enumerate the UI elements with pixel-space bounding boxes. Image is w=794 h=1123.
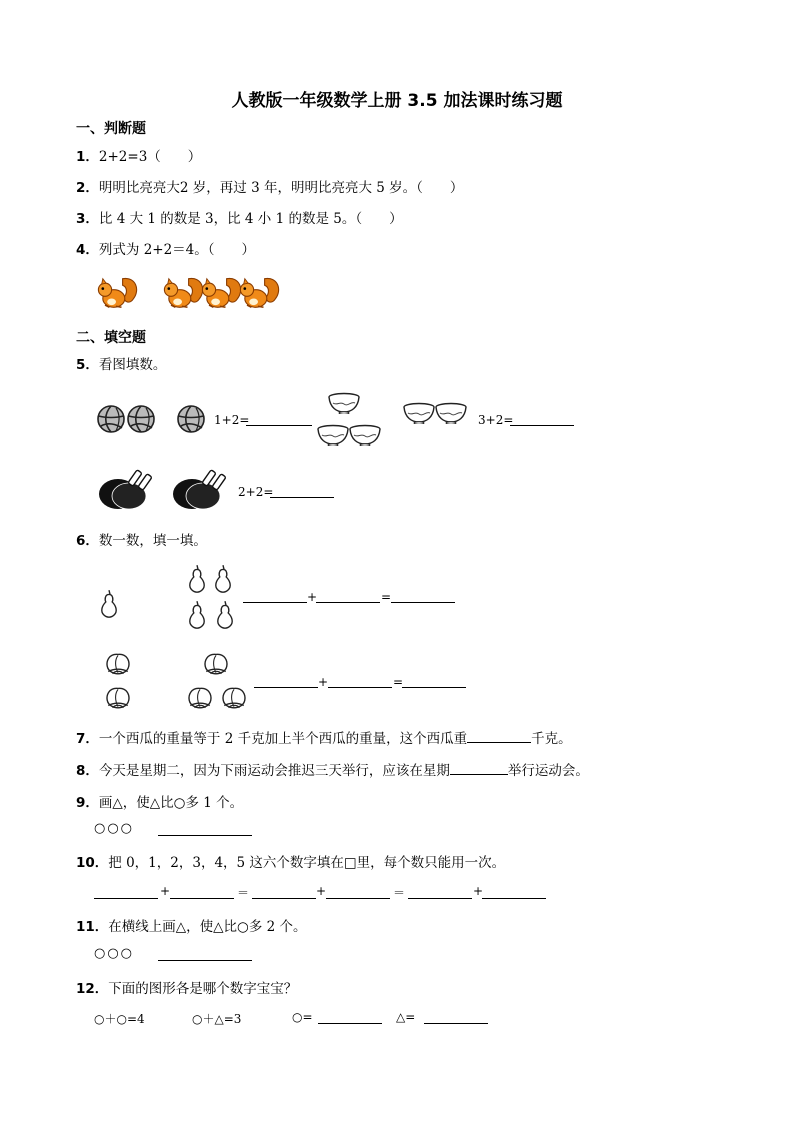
question-number: 1． [76, 149, 99, 165]
paddles-image [96, 466, 156, 510]
question-4 [76, 238, 255, 258]
answer-blank[interactable] [252, 898, 316, 899]
question-number: 5． [76, 357, 99, 373]
peach-image [104, 684, 132, 710]
question-5 [76, 353, 166, 373]
answer-blank[interactable] [318, 1023, 382, 1024]
plus-sign: + [316, 884, 327, 898]
equals-sign: = [393, 675, 404, 689]
question-number: 9． [76, 795, 99, 811]
circles-row: ○○○ [94, 821, 135, 836]
answer-blank[interactable] [254, 687, 318, 688]
equation-1-plus-2: 1+2= [214, 413, 250, 427]
plus-sign: + [473, 884, 484, 898]
question-number: 3． [76, 211, 99, 227]
equation-circle-plus-triangle: ○＋△=3 [192, 1012, 242, 1026]
peach-image [104, 650, 132, 676]
question-11 [76, 915, 307, 935]
drawing-line[interactable] [158, 960, 252, 961]
question-7 [76, 727, 572, 747]
answer-blank[interactable] [510, 425, 574, 426]
circles-row: ○○○ [94, 946, 135, 961]
answer-blank[interactable] [270, 497, 334, 498]
plus-sign: + [307, 590, 318, 604]
question-text: 一个西瓜的重量等于 2 千克加上半个西瓜的重量，这个西瓜重 [98, 731, 468, 747]
bowl-image [348, 424, 382, 446]
question-text: 列式为 2+2＝4。（ ） [98, 242, 256, 258]
triangle-value-label: △= [396, 1010, 416, 1024]
volleyball-image [126, 404, 156, 434]
paddles-image [170, 466, 230, 510]
equation-circle-plus-circle: ○＋○=4 [94, 1012, 145, 1026]
answer-blank[interactable] [402, 687, 466, 688]
question-text-suffix: 千克。 [531, 731, 572, 747]
volleyball-image [96, 404, 126, 434]
pear-image [212, 562, 234, 594]
question-number: 8． [76, 763, 99, 779]
answer-blank[interactable] [450, 760, 508, 775]
peach-image [202, 650, 230, 676]
answer-blank[interactable] [408, 898, 472, 899]
question-6 [76, 529, 207, 549]
squirrel-image [94, 274, 138, 312]
question-text: 比 4 大 1 的数是 3，比 4 小 1 的数是 5。（ ） [98, 211, 403, 227]
question-10 [76, 851, 505, 871]
question-number: 12． [76, 981, 109, 997]
plus-sign: + [160, 884, 171, 898]
question-text: 下面的图形各是哪个数字宝宝？ [108, 981, 298, 997]
question-number: 6． [76, 533, 99, 549]
question-number: 10． [76, 855, 109, 871]
answer-blank[interactable] [326, 898, 390, 899]
section-heading-fill-in: 二、填空题 [76, 330, 146, 346]
page-title: 人教版一年级数学上册 3.5 加法课时练习题 [231, 91, 563, 111]
question-text: 明明比亮亮大2 岁，再过 3 年，明明比亮亮大 5 岁。（ ） [98, 180, 464, 196]
plus-sign: + [318, 675, 329, 689]
question-text: 数一数，填一填。 [98, 533, 207, 549]
question-8 [76, 759, 589, 779]
question-text-suffix: 举行运动会。 [507, 763, 589, 779]
question-1 [76, 145, 201, 165]
bowl-image [316, 424, 350, 446]
equation-3-plus-2: 3+2= [478, 413, 514, 427]
bowl-image [402, 402, 436, 424]
answer-blank[interactable] [467, 728, 531, 743]
section-heading-judgement: 一、判断题 [76, 121, 146, 137]
answer-blank[interactable] [424, 1023, 488, 1024]
pear-image [214, 598, 236, 630]
equals-sign: = [381, 590, 392, 604]
drawing-line[interactable] [158, 835, 252, 836]
answer-blank[interactable] [246, 425, 312, 426]
question-9 [76, 791, 243, 811]
question-number: 7． [76, 731, 99, 747]
question-text: 今天是星期二，因为下雨运动会推迟三天举行，应该在星期 [98, 763, 450, 779]
answer-blank[interactable] [316, 602, 380, 603]
question-number: 4． [76, 242, 99, 258]
equals-sign: ＝ [393, 886, 406, 900]
question-text: 2+2=3（ ） [98, 149, 202, 165]
bowl-image [434, 402, 468, 424]
answer-blank[interactable] [482, 898, 546, 899]
bowl-image [327, 392, 361, 414]
peach-image [220, 684, 248, 710]
equals-sign: ＝ [237, 886, 250, 900]
equation-2-plus-2: 2+2= [238, 485, 274, 499]
question-number: 11． [76, 919, 109, 935]
answer-blank[interactable] [94, 898, 158, 899]
pear-image [186, 598, 208, 630]
answer-blank[interactable] [391, 602, 455, 603]
answer-blank[interactable] [328, 687, 392, 688]
answer-blank[interactable] [243, 602, 307, 603]
question-text: 看图填数。 [98, 357, 167, 373]
question-2 [76, 176, 463, 196]
question-text: 画△，使△比○多 1 个。 [98, 795, 244, 811]
question-3 [76, 207, 403, 227]
answer-blank[interactable] [170, 898, 234, 899]
peach-image [186, 684, 214, 710]
pear-image [186, 562, 208, 594]
question-12 [76, 977, 297, 997]
question-text: 在横线上画△，使△比○多 2 个。 [108, 919, 307, 935]
question-text: 把 0，1，2，3，4，5 这六个数字填在□里，每个数只能用一次。 [108, 855, 506, 871]
question-number: 2． [76, 180, 99, 196]
volleyball-image [176, 404, 206, 434]
circle-value-label: ○= [292, 1010, 313, 1024]
squirrel-image [236, 274, 280, 312]
pear-image [98, 587, 120, 619]
